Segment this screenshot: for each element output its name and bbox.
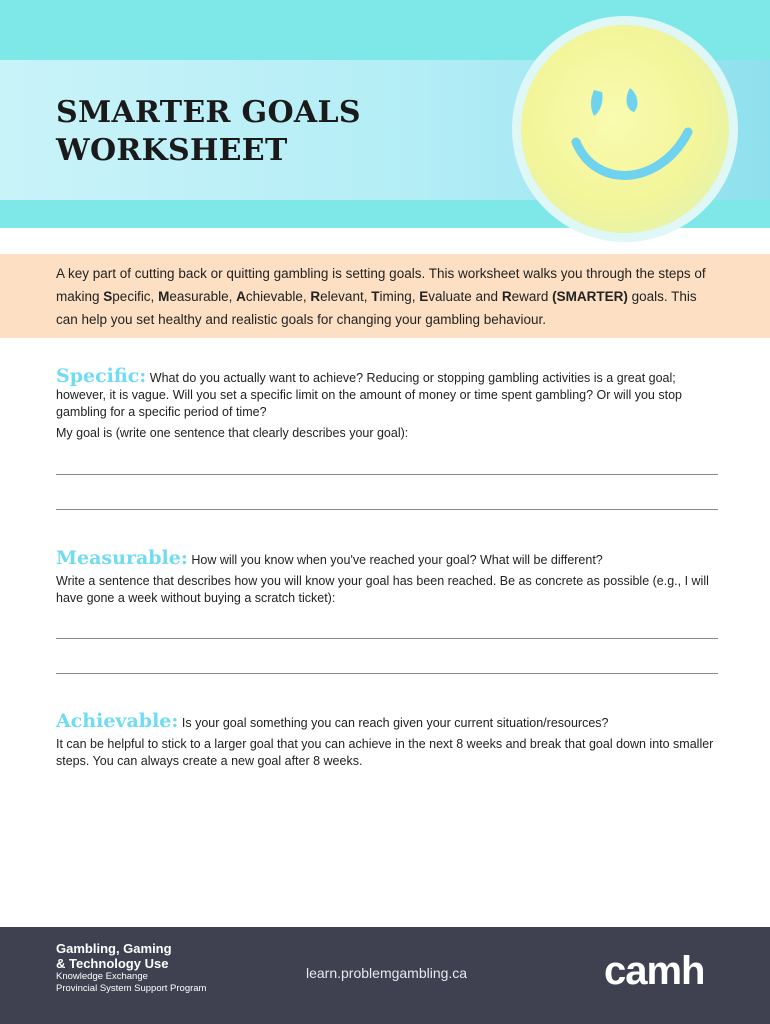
page-title — [56, 94, 386, 170]
answer-line[interactable] — [56, 673, 718, 674]
footer — [0, 927, 770, 1024]
section-measurable — [56, 547, 720, 607]
answer-line[interactable] — [56, 638, 718, 639]
intro-panel — [0, 254, 770, 338]
camh-logo: camh — [604, 949, 705, 993]
section-specific — [56, 365, 720, 442]
achievable-prompt: It can be helpful to stick to a larger goal that you can achieve in the next 8 weeks and break that goal down into smaller steps. You can always create a new goal after 8 weeks. — [56, 737, 714, 768]
specific-heading: Specific: — [56, 365, 147, 387]
section-achievable — [56, 710, 720, 770]
specific-prompt: My goal is (write one sentence that clearly describes your goal): — [56, 426, 409, 440]
achievable-heading: Achievable: — [56, 710, 179, 732]
intro-text: A key part of cutting back or quitting gambling is setting goals. This worksheet walks you through the steps of making Specific, Measurable, Achievable, Relevant, Timing, Evaluate and Reward (SMARTER) goals. This can help you set healthy and realistic goals for changing your gambling behaviour. — [56, 266, 706, 327]
achievable-question: Is your goal something you can reach given your current situation/resources? — [181, 716, 609, 730]
measurable-prompt: Write a sentence that describes how you will know your goal has been reached. Be as concrete as possible (e.g., I will have gone a week without buying a scratch ticket): — [56, 574, 709, 605]
title-line-2: WORKSHEET — [56, 133, 288, 168]
website-link[interactable]: learn.problemgambling.ca — [306, 965, 468, 981]
measurable-heading: Measurable: — [56, 547, 188, 569]
title-line-1: SMARTER GOALS — [56, 95, 361, 130]
measurable-question: How will you know when you've reached your goal? What will be different? — [191, 553, 603, 567]
org-name: Gambling, Gaming & Technology Use Knowledge Exchange Provincial System Support Program — [56, 941, 207, 994]
smiley-face-icon — [510, 14, 740, 244]
answer-line[interactable] — [56, 509, 718, 510]
answer-line[interactable] — [56, 474, 718, 475]
specific-question: What do you actually want to achieve? Reducing or stopping gambling activities is a great goal; however, it is vague. Will you set a specific limit on the amount of money or time spent gambling? Or will you stop gambling for a specific period of time? — [56, 371, 682, 419]
